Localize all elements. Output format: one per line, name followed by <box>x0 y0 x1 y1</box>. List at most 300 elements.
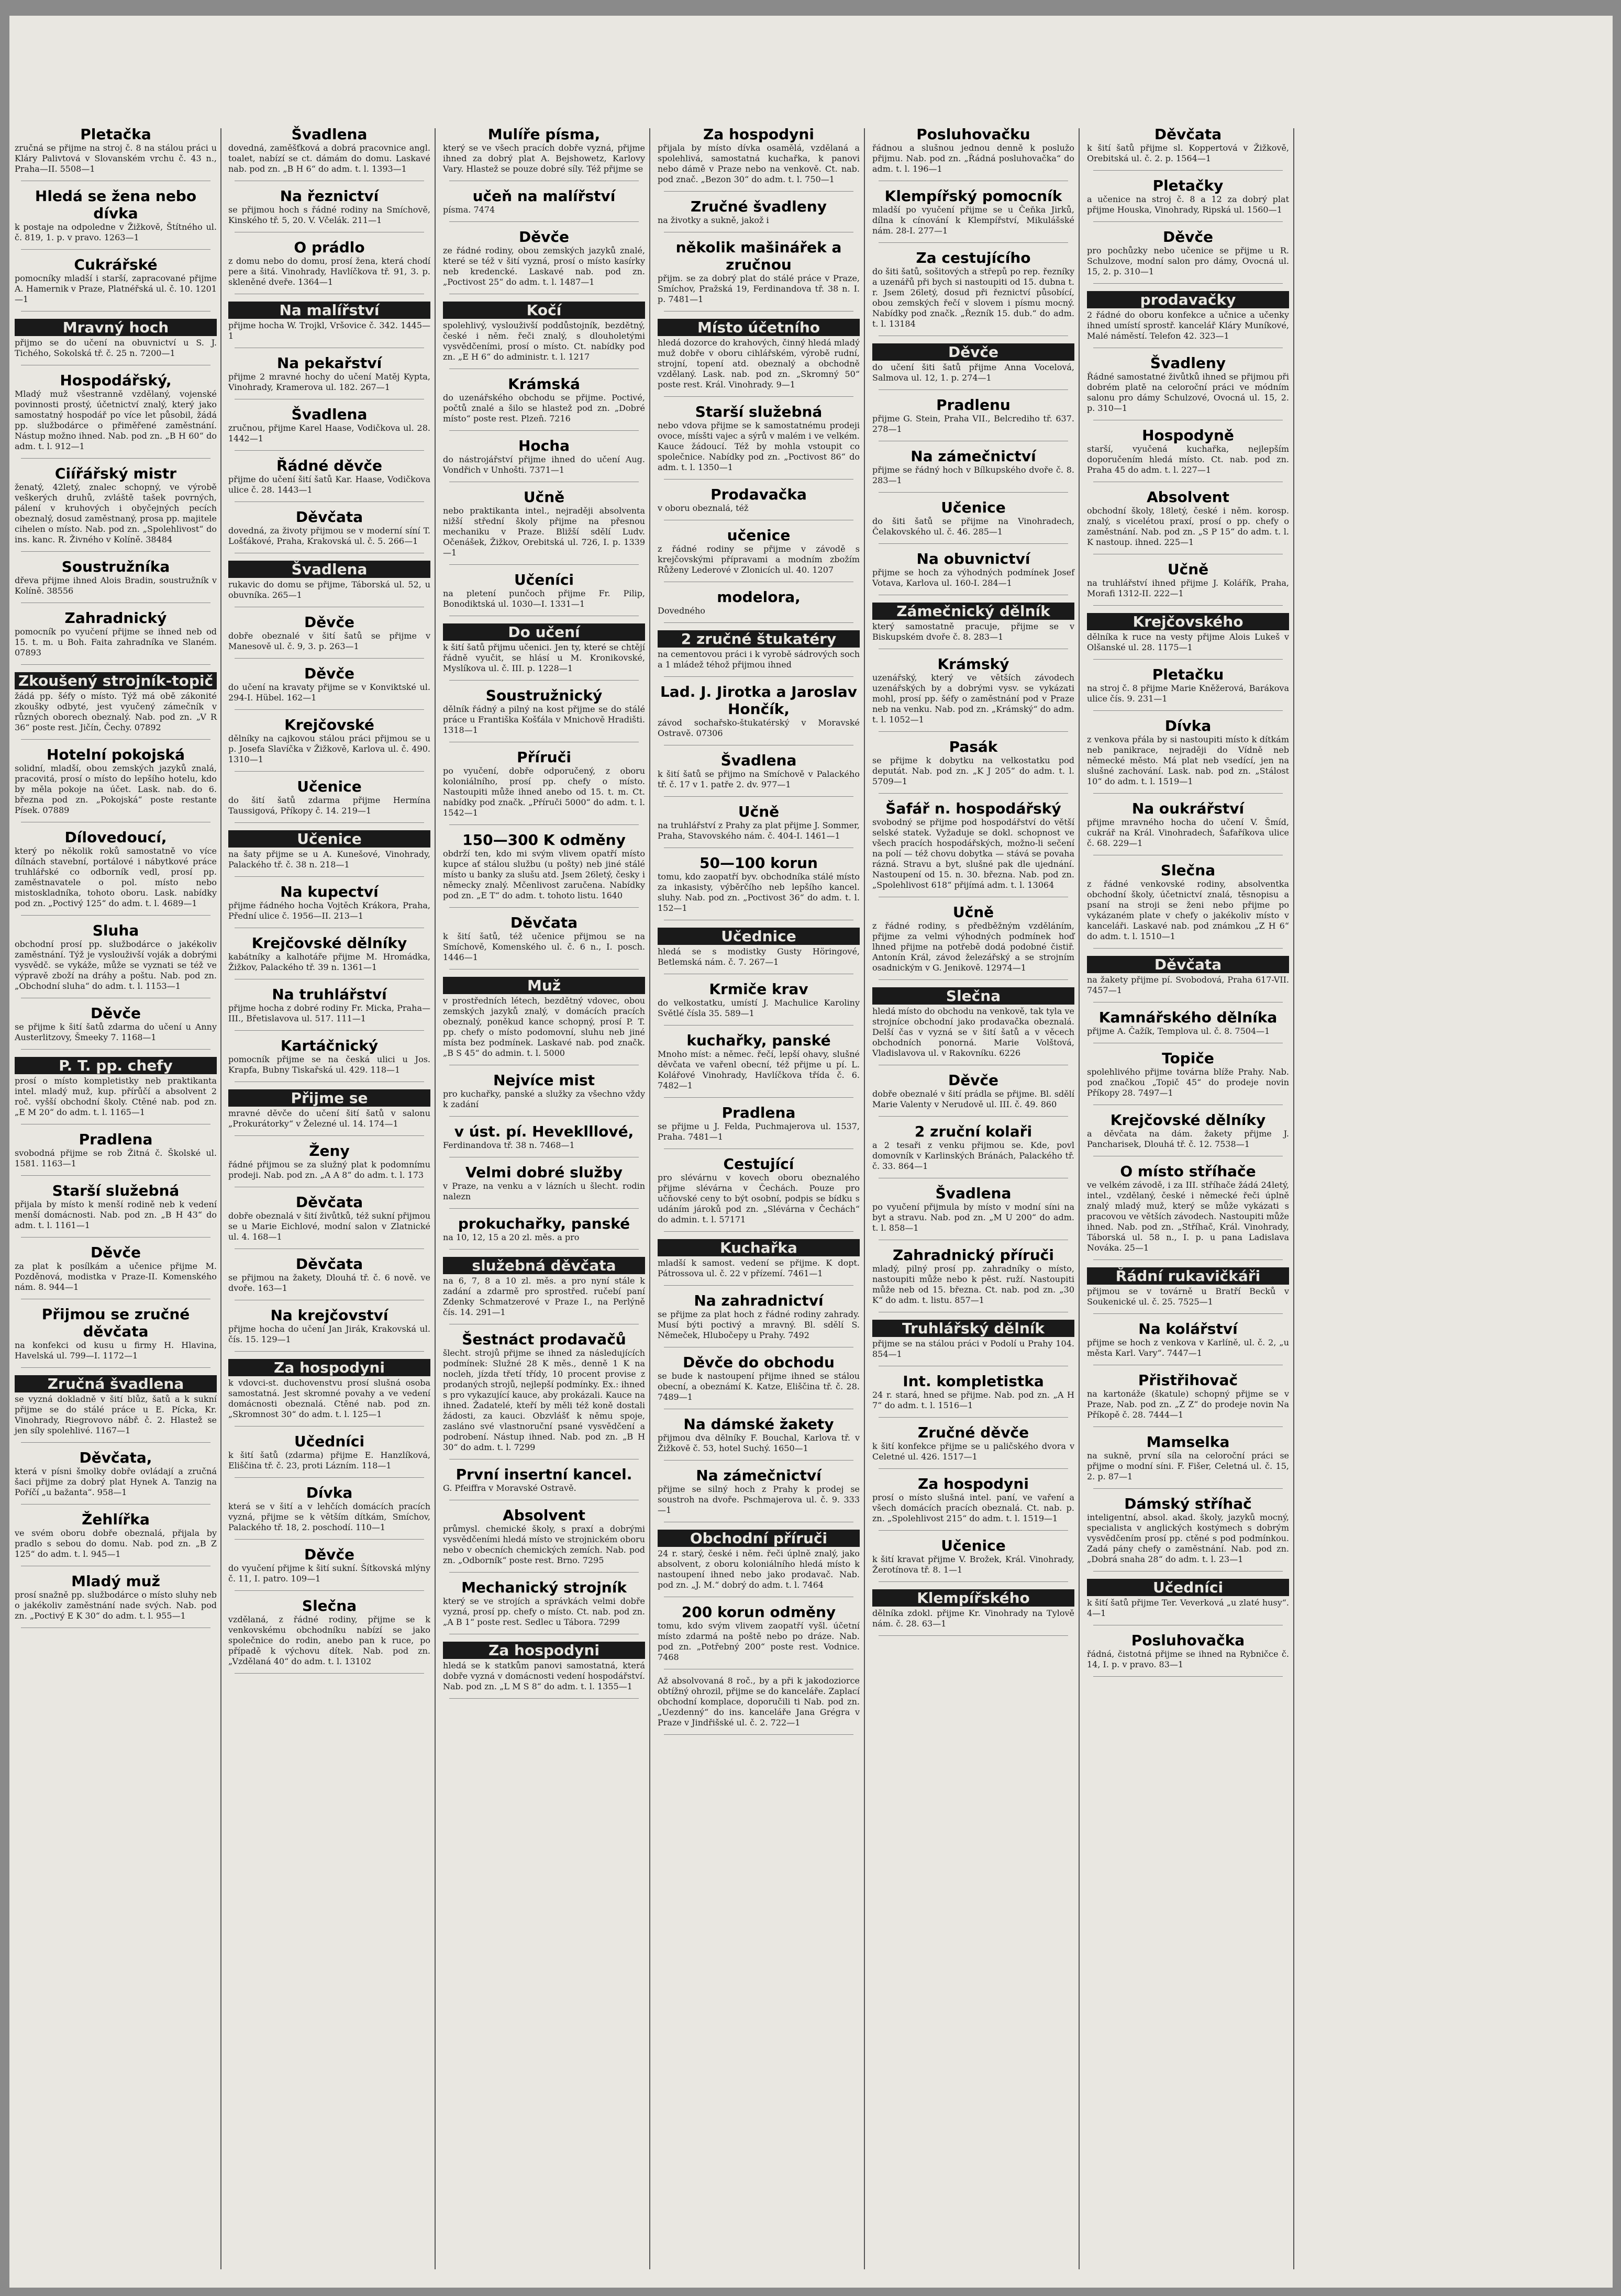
classified-ad <box>872 1246 1074 1306</box>
ad-separator <box>449 1572 639 1573</box>
ad-heading: Krmiče krav <box>709 980 808 998</box>
classified-ad <box>1087 862 1289 942</box>
ad-body: na žakety přijme pí. Svobodová, Praha 617-VII. 7457—1 <box>1087 975 1289 995</box>
ad-body: přijala by místo k menší rodině neb k vedení menší domácnosti. Nab. pod zn. „B H 43“ do adm. t. l. 1161—1 <box>15 1199 217 1230</box>
ad-separator <box>235 1030 424 1031</box>
classified-ad <box>228 1088 430 1129</box>
classified-ad <box>228 508 430 547</box>
ad-body: z řádné rodiny se přijme v závodě s krejčovskými přípravami a modním zbožím Růženy Lederové v Zlonicích ul. 40. 1207 <box>658 544 860 575</box>
classified-ad <box>228 934 430 973</box>
classified-ad <box>1087 354 1289 414</box>
classified-ad <box>658 126 860 185</box>
ad-heading: Topiče <box>1162 1050 1214 1067</box>
classified-ad <box>658 1529 860 1590</box>
ad-body: řádnou a slušnou jednou denně k poslužo přijmu. Nab. pod zn. „Řádná posluhovačka“ do adm. t. l. 196—1 <box>872 143 1074 174</box>
classified-ad <box>15 922 217 991</box>
ad-separator <box>235 709 424 710</box>
ad-heading: Učenice <box>228 830 430 848</box>
ad-heading: Hocha <box>518 437 570 454</box>
classified-ad <box>228 187 430 226</box>
ad-body: svobodná přijme se rob Žitná č. Školské ul. 1581. 1163—1 <box>15 1148 217 1168</box>
ad-body: na šaty přijme se u A. Kunešové, Vinohrady, Palackého tř. č. 38 n. 218—1 <box>228 849 430 870</box>
ad-body: pomocník přijme se na česká ulici u Jos. Krapfa, Bubny Tiskařská ul. 429. 118—1 <box>228 1054 430 1075</box>
classified-ad <box>872 1373 1074 1411</box>
ad-body: mladší k samost. vedení se přijme. K dopt. Pátrossova ul. č. 22 v přízemí. 7461—1 <box>658 1258 860 1278</box>
ad-body: dobře obeznalé v šití prádla se přijme. Bl. sdělí Marie Valenty v Nerudově ul. III. č. 49. 860 <box>872 1089 1074 1109</box>
classified-ad <box>15 1511 217 1559</box>
ad-heading: Pletačka <box>80 126 151 143</box>
ad-body: mravné děvče do učení šití šatů v salonu „Prokurátorky“ v Železné ul. 14. 174—1 <box>228 1108 430 1129</box>
ad-separator <box>879 543 1068 544</box>
ad-heading: Zručná švadlena <box>15 1375 217 1392</box>
ad-body: obchodní prosí pp. službodárce o jakékoliv zaměstnání. Týž je vyslouživší voják a dobrými vysvědč. se vykáže, může se vyznati se též ve výpravě zboží na dráhy a poštu. Nab. pod zn. „Obchodní sluha“ do adm. t. l. 1153—1 <box>15 939 217 991</box>
ad-heading: Na krejčovství <box>270 1307 388 1324</box>
ad-heading: Řádní rukavičkáři <box>1087 1267 1289 1285</box>
classified-ad <box>1087 126 1289 164</box>
ad-separator <box>235 771 424 772</box>
classified-ad <box>228 1484 430 1533</box>
ad-heading: Absolvent <box>1147 488 1229 506</box>
ad-heading: Na kolářství <box>1138 1320 1238 1338</box>
ad-heading: 2 zručné štukatéry <box>658 630 860 648</box>
classified-ad <box>1087 228 1289 277</box>
ad-heading: Učedníci <box>294 1433 365 1450</box>
ad-separator <box>664 1734 853 1735</box>
ad-body: přijme se hoch za výhodných podmínek Josef Votava, Karlova ul. 160-I. 284—1 <box>872 567 1074 588</box>
ad-heading: Za hospodyni <box>443 1642 645 1659</box>
ad-separator <box>235 1590 424 1591</box>
classified-ad <box>872 550 1074 588</box>
ad-separator <box>21 915 210 916</box>
ad-body: se přijme za plat hoch z řádné rodiny zahrady. Musí býti poctivý a mravný. Bl. sdělí S. Němeček, Hlubočepy u Prahy. 7492 <box>658 1309 860 1340</box>
newspaper-page <box>9 16 1613 2288</box>
classified-ad <box>872 342 1074 383</box>
ad-heading: Mamselka <box>1146 1433 1230 1451</box>
ad-heading: Švadleny <box>1150 354 1226 372</box>
ad-heading: Slečna <box>872 987 1074 1005</box>
classified-ad <box>443 687 645 735</box>
ad-heading: 2 zruční kolaři <box>914 1123 1032 1140</box>
ad-body: přijmo se do učení na obuvnictví u S. J. Tichého, Sokolská tř. č. 25 n. 7200—1 <box>15 338 217 358</box>
ad-body: přijm. se za dobrý plat do stálé práce v Praze, Smíchov, Pražská 19, Ferdinandova tř. 38 n. I. p. 7481—1 <box>658 273 860 304</box>
ad-heading: 50—100 korun <box>700 854 818 872</box>
ad-separator <box>879 492 1068 493</box>
ad-heading: Dívka <box>306 1484 353 1501</box>
ad-body: řádná, čistotná přijme se ihned na Rybničce č. 14, I. p. v pravo. 83—1 <box>1087 1649 1289 1669</box>
classified-ad <box>443 976 645 1058</box>
ad-heading: Ciířářský mistr <box>54 465 177 482</box>
column-rule <box>435 128 436 2269</box>
ad-heading: Přijme se <box>228 1089 430 1107</box>
classified-ad <box>872 499 1074 537</box>
ad-body: vzdělaná, z řádné rodiny, přijme se k venkovskému obchodníku nabízí se jako společnice do rodin, anebo pan k ruce, po případě k výchovu dítek. Nab. pod zn. „Vzdělaná 40“ do adm. t. l. 13102 <box>228 1614 430 1666</box>
ad-heading: Za cestujícího <box>916 249 1031 266</box>
ad-heading: Učeníci <box>514 571 574 588</box>
ad-body: přijme se na stálou práci v Podolí u Prahy 104. 854—1 <box>872 1339 1074 1359</box>
classified-ad <box>443 1256 645 1318</box>
ad-body: se přijmou hoch s řádné rodiny na Smíchově, Kinského tř. 5, 20. V. Včelák. 211—1 <box>228 205 430 225</box>
ad-body: a učenice na stroj č. 8 a 12 za dobrý plat přijme Houska, Vinohrady, Ripská ul. 1560—1 <box>1087 194 1289 215</box>
classified-ad <box>15 558 217 596</box>
ad-heading: Učně <box>1167 561 1209 578</box>
classified-ad <box>15 256 217 305</box>
ad-heading: Šestnáct prodavačů <box>462 1331 626 1348</box>
classified-ad <box>1087 1372 1289 1420</box>
ad-heading: Obchodní příruči <box>658 1530 860 1547</box>
classified-ad <box>872 1123 1074 1172</box>
ad-heading: Dívka <box>1164 717 1212 734</box>
classified-ad <box>1087 612 1289 653</box>
classified-ad <box>443 375 645 424</box>
ad-heading: Zručné děvče <box>917 1424 1029 1441</box>
ad-heading: Šafář n. hospodářský <box>885 800 1061 817</box>
ad-body: spolehlivého přijme továrna blíže Prahy. Nab. pod značkou „Topič 45“ do prodeje novin Příkopy 28. 7497—1 <box>1087 1067 1289 1098</box>
ad-separator <box>1093 948 1283 949</box>
ad-heading: Děvče <box>948 1072 999 1089</box>
ad-body: pomocník po vyučení přijme se ihned neb od 15. t. m. u Boh. Faita zahradníka ve Slaném. 07893 <box>15 627 217 657</box>
classified-ad <box>872 448 1074 486</box>
ad-heading: Hospodářský, <box>60 372 172 389</box>
ad-heading: Děvčata <box>295 1194 363 1211</box>
ad-body: pro slévárnu v kovech oboru obeznalého přijme slévárna v Čechách. Pouze pro učňovské ceny to být osobní, podpis se bídku s udáním jároků pod zn. „Slévárna v Čechách“ do admin. t. l. 57171 <box>658 1173 860 1224</box>
ad-separator <box>1093 793 1283 794</box>
classified-ad <box>15 1573 217 1621</box>
ad-heading: Int. kompletistka <box>903 1373 1044 1390</box>
ad-heading: Přistřihovač <box>1138 1372 1238 1389</box>
ad-heading: Cukrářské <box>74 256 158 273</box>
classified-ad <box>658 1467 860 1515</box>
ad-body: tomu, kdo zaopatří byv. obchodníka stálé místo za inkasisty, výběrčího neb lepšího kancel. sluhy. Nab. pod zn. „Poctivost 36“ do adm. t. l. 152—1 <box>658 872 860 913</box>
ad-heading: První insertní kancel. <box>456 1466 632 1483</box>
classified-ad <box>15 465 217 545</box>
classified-ad <box>872 800 1074 890</box>
ad-body: na cementovou práci i k vyrobě sádrových soch a 1 mládež téhož přijmou ihned <box>658 649 860 670</box>
ad-body: na stroj č. 8 přijme Marie Kněžerová, Barákova ulice čís. 9. 231—1 <box>1087 683 1289 704</box>
ad-heading: Učenice <box>297 778 362 795</box>
ad-body: na 10, 12, 15 a 20 zl. měs. a pro <box>443 1232 580 1242</box>
ad-body: z řádné rodiny, s předběžným vzděláním, přijme za velmi výhodných podmínek hoď lhned přijme na potřebě dodá podobné čistiř. Antonín Král, závod železářský a se strojním osadnickým v G. Jenikově. 12974—1 <box>872 921 1074 973</box>
ad-body: prosí o místo kompletistky neb praktikanta intel. mladý muž, kup. přírůčí a absolvent 2 roč. vyšší obchodní školy. Ctěné nab. pod zn. „E M 20“ do adm. t. l. 1165—1 <box>15 1076 217 1117</box>
ad-heading: Krámský <box>937 655 1009 673</box>
ad-body: na truhlářství z Prahy za plat přijme J. Sommer, Praha, Stavovského nám. č. 404-I. 1461—1 <box>658 820 860 841</box>
ad-body: k šití šatů přijmu učenici. Jen ty, které se chtějí řádně vyučit, se hlásí u M. Kronikovské, Myslíkova ul. č. III. p. 1228—1 <box>443 642 645 673</box>
ad-heading: Na pekařství <box>276 354 382 372</box>
ad-heading: Starší služebná <box>695 403 823 420</box>
classified-ad <box>658 927 860 967</box>
ad-separator <box>879 793 1068 794</box>
ad-body: šlecht. strojů přijme se ihned za následujících podmínek: Služné 28 K měs., denně 1 K na nocleh, jízda třetí třídy, 10 procent provise z prodaných strojů, nejlepší podmínky. Ex.: ihned s pro vykazující kauce, aby prokázali. Kauce na ihned. Žadatelé, kteří by měli též koně dostali žádosti, za kauci. Obzvlášť k němu spoje, zasláno své vlastnoruční psané vysvědčení a podrobení. Nástup ihned. Nab. pod zn. „B H 30“ do adm. t. l. 7299 <box>443 1348 645 1452</box>
ad-separator <box>449 907 639 908</box>
ad-heading: Pradlena <box>721 1104 796 1121</box>
classified-ad <box>228 829 430 870</box>
ad-separator <box>21 551 210 552</box>
ad-separator <box>664 191 853 192</box>
classified-ad <box>15 1306 217 1361</box>
ad-separator <box>235 501 424 502</box>
classified-ad <box>228 986 430 1024</box>
ad-separator <box>235 1135 424 1136</box>
classified-ad <box>443 187 645 215</box>
ad-body: a děvčata na dám. žakety přijme J. Pancharisek, Dlouhá tř. č. 12. 7538—1 <box>1087 1129 1289 1149</box>
classified-ad <box>658 854 860 913</box>
classified-ad <box>228 716 430 765</box>
ad-separator <box>235 658 424 659</box>
ad-heading: Mulíře písma, <box>487 126 601 143</box>
classified-ad <box>658 1238 860 1279</box>
ad-body: se přijme u J. Felda, Puchmajerova ul. 1537, Praha. 7481—1 <box>658 1121 860 1142</box>
ad-body: za plat k posílkám a učenice přijme M. Pozděnová, modistka v Praze-II. Komenského nám. 8. 944—1 <box>15 1261 217 1292</box>
classified-ad <box>443 831 645 901</box>
ad-heading: Na zahradnictví <box>694 1292 824 1309</box>
ad-body: uzenářský, který ve větších závodech uzenářských by a dobrými vysv. se vykázati mohl, prosí pp. šéfy o zaměstnání pod v Praze neb na venku. Nab. pod zn. „Krámský“ do adm. t. l. 1052—1 <box>872 673 1074 725</box>
ad-body: písma. 7474 <box>443 205 495 215</box>
ad-body: prosí snažně pp. službodárce o místo sluhy neb o jakékoliv zaměstnání nade svých. Nab. pod zn. „Poctivý E K 30“ do adm. t. l. 955—1 <box>15 1590 217 1621</box>
ad-separator <box>1093 605 1283 606</box>
ad-heading: Přijmou se zručné děvčata <box>41 1306 190 1340</box>
ad-heading: Kuchařka <box>658 1239 860 1256</box>
ad-separator <box>664 1025 853 1026</box>
ad-body: přijme G. Stein, Praha VII., Belcrediho tř. 637. 278—1 <box>872 414 1074 434</box>
ad-heading: Děvčata <box>510 914 578 931</box>
ad-heading: Učenice <box>941 1537 1006 1554</box>
ads-column-6 <box>1087 126 1289 1678</box>
classified-ad <box>15 318 217 359</box>
ad-heading: několik mašinářek a zručnou <box>675 239 842 273</box>
classified-ad <box>658 683 860 739</box>
classified-ad <box>872 904 1074 973</box>
classified-ad <box>658 198 860 226</box>
ad-body: nebo praktikanta intel., nejraději absolventa nižší střední školy přijme na přesnou mechaniku v Praze. Bližší sdělí Ludv. Očenášek, Žižkov, Orebitská ul. 726, I. p. 1339—1 <box>443 506 645 558</box>
classified-ad <box>15 1056 217 1118</box>
column-rule <box>649 128 650 2269</box>
ad-heading: 200 korun odměny <box>681 1603 836 1621</box>
ad-separator <box>664 479 853 480</box>
ad-body: průmysl. chemické školy, s praxí a dobrými vysvědčeními hledá místo ve strojnickém oboru nebo v obecních chemických zemích. Nab. pod zn. „Odborník“ poste rest. Brno. 7295 <box>443 1524 645 1565</box>
ad-heading: Dílovedoucí, <box>64 829 167 846</box>
ad-heading: Kamnářského dělníka <box>1098 1009 1278 1026</box>
ad-body: kabátníky a kalhotáře přijme M. Hromádka, Žižkov, Palackého tř. 39 n. 1361—1 <box>228 952 430 972</box>
ad-separator <box>879 1635 1068 1636</box>
classified-ad <box>658 980 860 1019</box>
ad-body: která v písni šmolky dobře ovládají a zručná šaci přijme za dobrý plat Hynek A. Tanzig na Poříčí „u bažanta“. 958—1 <box>15 1466 217 1497</box>
ad-heading: Děvčata, <box>79 1449 152 1466</box>
ad-body: přijme hocha do učení Jan Jirák, Krakovská ul. čís. 15. 129—1 <box>228 1324 430 1344</box>
ad-body: k postaje na odpoledne v Žižkově, Štítného ul. č. 819, 1. p. v pravo. 1263—1 <box>15 222 217 242</box>
ad-heading: Mechanický strojník <box>461 1579 627 1596</box>
ads-column-1 <box>15 126 217 1629</box>
ad-body: v Praze, na venku a v lázních u šlecht. rodin nalezn <box>443 1181 645 1201</box>
ad-separator <box>21 1367 210 1368</box>
ad-heading: učenice <box>727 527 791 544</box>
ad-separator <box>21 1442 210 1443</box>
ad-heading: Hotelní pokojská <box>46 746 185 763</box>
ad-body: z venkova přála by si nastoupiti místo k dítkám neb panikrace, nejraději do Vídně neb německé město. Má plat neb vsedící, jen na slušné zachování. Lask. nab. pod zn. „Stálost 10“ do adm. t. l. 1519—1 <box>1087 734 1289 786</box>
ad-separator <box>1093 710 1283 711</box>
ad-heading: Na malířství <box>228 302 430 319</box>
classified-ad <box>228 1142 430 1180</box>
classified-ad <box>228 778 430 816</box>
ad-heading: Velmi dobré služby <box>465 1164 623 1181</box>
ad-heading: prokuchařky, panské <box>458 1215 630 1232</box>
classified-ad <box>228 560 430 600</box>
ad-heading: Muž <box>443 977 645 994</box>
ad-separator <box>664 796 853 797</box>
ad-body: z domu nebo do domu, prosí žena, která chodí pere a šitá. Vinohrady, Havlíčkova tř. 91, 3. p. skleněné dveře. 1364—1 <box>228 256 430 287</box>
ad-heading: Pletačky <box>1152 177 1224 194</box>
ad-body: k šití kravat přijme V. Brožek, Král. Vinohrady, Žerotínova tř. 8. 1—1 <box>872 1554 1074 1575</box>
classified-ad <box>1087 561 1289 599</box>
ad-body: dělník řádný a pilný na kost přijme se do stálé práce u Františka Košťála v Mnichově Hradišti. 1318—1 <box>443 704 645 735</box>
ad-separator <box>1093 1488 1283 1489</box>
ad-heading: prodavačky <box>1087 291 1289 308</box>
ad-body: solidní, mladší, obou zemských jazyků znalá, pracovitá, prosí o místo do lepšího hotelu, kdo by měla pokoje na účet. Lask. nab. do 6. března pod zn. „Pokojská“ poste restante Písek. 07889 <box>15 763 217 815</box>
ad-separator <box>879 979 1068 980</box>
ad-body: po vyučení, dobře odporučený, z oboru koloniálního, prosí pp. chefy o místo. Nastoupiti může ihned anebo od 15. t. m. Ct. nabídky pod značk. „Příruči 5000“ do adm. t. l. 1542—1 <box>443 766 645 818</box>
ad-body: nebo vdova přijme se k samostatnému prodeji ovoce, mísšti vajec a sýrů v malém i ve velkém. Kauce žádoucí. Též by mohla vstoupit co společnice. Nabídky pod zn. „Poctivost 86“ do adm. t. l. 1350—1 <box>658 420 860 472</box>
classified-ad <box>228 239 430 287</box>
ad-heading: 150—300 K odměny <box>462 831 626 849</box>
ad-separator <box>1093 170 1283 171</box>
ad-separator <box>664 396 853 397</box>
ad-body: přijme se hoch z venkova v Karlíně, ul. č. 2, „u města Karl. Vary“. 7447—1 <box>1087 1338 1289 1358</box>
column-rule <box>220 128 221 2269</box>
ad-heading: Za hospodyni <box>228 1359 430 1376</box>
ad-body: na konfekci od kusu u firmy H. Hlavina, Havelská ul. 799—I. 1172—1 <box>15 1340 217 1361</box>
ad-body: do uzenářského obchodu se přijme. Poctivé, počtů znalé a šilo se hlastež pod zn. „Dobré místo“ poste rest. Plzeň. 7216 <box>443 393 645 423</box>
ad-separator <box>879 1468 1068 1469</box>
ad-body: žádá pp. šéfy o místo. Týž má obě zákonité zkoušky odbyté, jest vyučený zámečník v různých oborech obeznalý. Nab. pod zn. „V R 36“ poste rest. Jičín, Čechy. 07892 <box>15 691 217 732</box>
ad-separator <box>664 1285 853 1286</box>
classified-ad <box>872 1424 1074 1462</box>
ad-heading: Krejčovského <box>1087 613 1289 630</box>
ad-body: na truhlářství ihned přijme J. Kolářík, Praha, Morafi 1312-II. 222—1 <box>1087 578 1289 598</box>
ad-heading: Krejčovské dělníky <box>251 934 407 952</box>
ad-separator <box>449 564 639 565</box>
ad-separator <box>21 1049 210 1050</box>
ad-separator <box>449 824 639 825</box>
classified-ad <box>443 1123 645 1151</box>
ad-body: v prostředních létech, bezdětný vdovec, obou zemských jazyků znalý, v domácích pracích obeznalý, poněkud kance schopný, prosí P. T. pp. chefy o místo podomovní, sluhu neb jiné místa bez podmínek. Laskavé nab. pod značk. „B S 45“ do admin. t. l. 5000 <box>443 996 645 1058</box>
classified-ad <box>228 1037 430 1075</box>
ad-body: hledá se s modistky Gusty Höringové, Betlemská nám. č. 7. 267—1 <box>658 946 860 967</box>
ad-body: starší, vyučená kuchařka, nejlepším doporučením hledá místo. Ct. nab. pod zn. Praha 45 do adm. t. l. 227—1 <box>1087 444 1289 475</box>
classified-ad <box>872 1072 1074 1110</box>
ad-heading: Příruči <box>517 749 571 766</box>
ad-separator <box>449 1208 639 1209</box>
ad-heading: Absolvent <box>503 1507 585 1524</box>
classified-ad <box>443 914 645 963</box>
classified-ad <box>658 1416 860 1454</box>
ad-heading: Pasák <box>949 738 998 755</box>
ad-body: Mladý muž všestranně vzdělaný, vojenské povinnosti prostý, účetnictví znalý, který jako samostatný hospodář po více let působil, žádá pp. službodárce o přiměřené zaměstnání. Nástup možno ihned. Nab. pod zn. „B H 60“ do adm. t. l. 912—1 <box>15 389 217 451</box>
ad-body: do nástrojářství přijme ihned do učení Aug. Vondřich v Unhošti. 7371—1 <box>443 454 645 475</box>
ad-heading: Pradlena <box>79 1131 153 1148</box>
ad-heading: Krejčovské <box>284 716 374 733</box>
ad-heading: Děvče <box>304 1546 355 1563</box>
classified-ad <box>872 249 1074 329</box>
ad-heading: Děvčata <box>295 508 363 526</box>
ad-heading: Švadlena <box>720 752 797 769</box>
ad-body: přijme mravného hocha do učení V. Šmíd, cukrář na Král. Vinohradech, Šafaříkova ulice č. 68. 229—1 <box>1087 817 1289 848</box>
classified-ad <box>1087 717 1289 787</box>
ad-body: který se ve všech pracích dobře vyzná, přijme ihned za dobrý plat A. Bejshowetz, Karlovy Vary. Hlastež se pouze dobré síly. Též přijme se <box>443 143 645 174</box>
ad-body: se vyzná dokladně v šití blůz, šatů a k sukní přijme se do stálé práce u E. Pícka, Kr. Vinohrady, Riegrovovo nábř. č. 2. Hlastež se jen síly spolehlivé. 1167—1 <box>15 1394 217 1435</box>
classified-ad <box>228 614 430 652</box>
ad-body: 24 r. starý, české i něm. řeči úplně znalý, jako absolvent, z oboru koloniálního hledá místo k nastoupení ihned nebo jako prodavač. Nab. pod zn. „J. M.“ dobrý do adm. t. l. 7464 <box>658 1548 860 1590</box>
classified-ad <box>1087 955 1289 996</box>
classified-ad <box>15 746 217 816</box>
ad-body: na 6, 7, 8 a 10 zl. měs. a pro nyní stále k zadání a zdarmě pro sprostřed. ručebí paní Zdenky Schmatzerové v Praze I., na Perlýně čís. 14. 291—1 <box>443 1276 645 1317</box>
ad-body: řádné přijmou se za služný plat k podomnímu prodeji. Nab. pod zn. „A A 8“ do adm. t. l. 173 <box>228 1160 430 1180</box>
ads-column-5 <box>872 126 1074 1637</box>
ad-heading: Truhlářský dělník <box>872 1320 1074 1337</box>
ad-body: Ferdinandova tř. 38 n. 7468—1 <box>443 1140 575 1150</box>
ad-body: v oboru obeznalá, též <box>658 503 749 513</box>
ad-heading: Na obuvnictví <box>916 550 1030 567</box>
ad-body: dovedná, zaměšťková a dobrá pracovnice angl. toalet, nabízí se ct. dámám do domu. Laskavé nab. pod zn. „B H 6“ do adm. t. l. 1393—1 <box>228 143 430 174</box>
classified-ad <box>443 1466 645 1493</box>
ad-body: do učení šiti šatů přijme Anna Vocelová, Salmova ul. 12, 1. p. 274—1 <box>872 362 1074 383</box>
ad-heading: Děvče <box>90 1244 141 1261</box>
ad-separator <box>235 876 424 877</box>
ad-heading: Zahradnický <box>64 609 167 627</box>
ad-heading: Na dámské žakety <box>683 1416 834 1433</box>
ad-separator <box>1093 1313 1283 1314</box>
ad-heading: Mravný hoch <box>15 319 217 336</box>
classified-ad <box>228 354 430 393</box>
ad-body: ve svém oboru dobře obeznalá, přijala by pradlo s sebou do domu. Nab. pod zn. „B Z 125“ do adm. t. l. 945—1 <box>15 1528 217 1559</box>
ad-heading: Děvče do obchodu <box>683 1354 835 1371</box>
ad-body: na pletení punčoch přijme Fr. Pilip, Bonodiktská ul. 1030—I. 1331—1 <box>443 588 645 609</box>
ad-heading: Pletačku <box>1152 666 1224 683</box>
ad-heading: Kočí <box>443 302 645 319</box>
ad-separator <box>879 1530 1068 1531</box>
ad-separator <box>235 822 424 823</box>
classified-ad <box>15 1244 217 1292</box>
ad-separator <box>449 430 639 431</box>
ad-heading: Za hospodyni <box>703 126 814 143</box>
classified-ad <box>658 1032 860 1091</box>
ad-separator <box>21 1175 210 1176</box>
ad-heading: Švadlena <box>291 126 368 143</box>
ad-body: závod sochařsko-štukatérský v Moravské Ostravě. 07306 <box>658 718 860 738</box>
classified-ad <box>658 803 860 841</box>
ad-body: zručná se přijme na stroj č. 8 na stálou práci u Kláry Palivtová v Slovanském vrchu č. 43 n., Praha—II. 5508—1 <box>15 143 217 174</box>
ad-separator <box>664 1460 853 1461</box>
ads-column-3 <box>443 126 645 1700</box>
ad-body: dělníka k ruce na vesty přijme Alois Lukeš v Olšanské ul. 28. 1175—1 <box>1087 632 1289 652</box>
classified-ad <box>872 655 1074 725</box>
classified-ad <box>872 1319 1074 1359</box>
classified-ad <box>15 126 217 174</box>
ad-separator <box>1093 221 1283 222</box>
ad-heading: Děvče <box>304 614 355 631</box>
ad-body: svobodný se přijme pod hospodářství do větší selské statek. Vyžaduje se dokl. schopnost ve všech pracích hospodářských, možno-li sečení na polí — též chovu dobytka — stává se povaha rázná. Stravu a byt, slušné pak dle ujednání. Nastoupení od 15. n. 30. března. Nab. pod zn. „Spolehlivost 618“ přijímá adm. t. l. 13064 <box>872 817 1074 890</box>
classified-ad <box>15 372 217 452</box>
ad-separator <box>664 622 853 623</box>
classified-ad <box>443 1331 645 1453</box>
ad-body: hledá se k statkům panovi samostatná, která dobře vyzná v domácnosti vedení hospodářství. Nab. pod zn. „L M S 8“ do adm. t. l. 1355—1 <box>443 1660 645 1691</box>
ad-body: dělníky na cajkovou stálou práci přijmou se u p. Josefa Slavíčka v Žižkově, Karlova ul. č. 490. 1310—1 <box>228 733 430 764</box>
ad-heading: Švadlena <box>935 1185 1012 1202</box>
ad-heading: Učně <box>523 488 565 506</box>
classified-ad <box>443 1641 645 1692</box>
ad-separator <box>21 739 210 740</box>
ad-body: na životky a sukně, jakož i <box>658 215 769 225</box>
ad-separator <box>235 1477 424 1478</box>
ad-body: prosí o místo slušná intel. paní, ve vaření a všech domácích pracích obeznalá. Ct. nab. p. zn. „Spolehlivost 215“ do adm. t. l. 1519—1 <box>872 1492 1074 1523</box>
ad-body: do šiti šatů, sošitových a střepů po rep. řezníky a uzenářů při bych si nastoupiti od 15. dubna t. r. Jsem 26letý, dosud při řeznictví působící, obou zemských řečí v slovem i písmu mocný. Nabídky pod značk. „Řezník 15. dub.“ do adm. t. l. 13184 <box>872 266 1074 329</box>
